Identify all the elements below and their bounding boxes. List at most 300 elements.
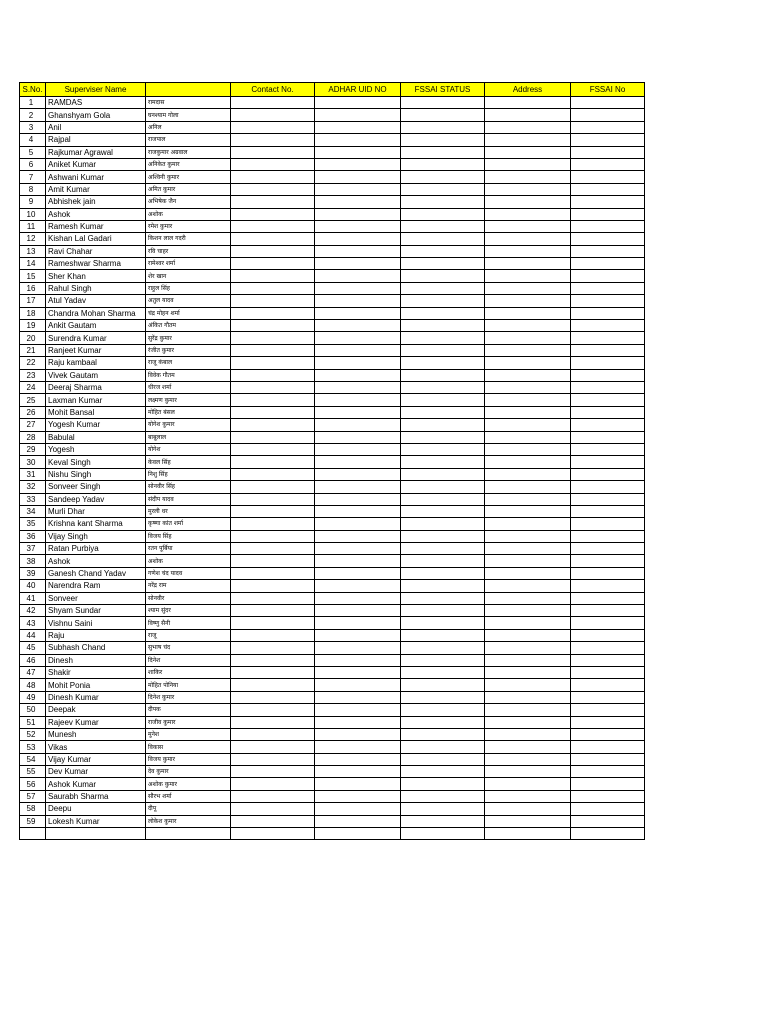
cell-adhar-uid-no <box>315 741 401 753</box>
cell-address <box>485 307 571 319</box>
cell-fssai-status <box>401 481 485 493</box>
cell-fssai-status <box>401 617 485 629</box>
cell-superviser-name: Dinesh <box>46 654 146 666</box>
cell-superviser-name: Subhash Chand <box>46 642 146 654</box>
cell-hindi-name: रामदास <box>146 97 231 109</box>
cell-contact-no <box>231 258 315 270</box>
cell-fssai-no <box>571 642 645 654</box>
cell-address <box>485 369 571 381</box>
cell-fssai-no <box>571 654 645 666</box>
cell-hindi-name: विष्णु सैनी <box>146 617 231 629</box>
table-row <box>20 196 645 208</box>
table-row <box>20 134 645 146</box>
cell-hindi-name: रवि चाहर <box>146 245 231 257</box>
cell-fssai-status <box>401 456 485 468</box>
cell-adhar-uid-no <box>315 753 401 765</box>
cell-fssai-no <box>571 555 645 567</box>
cell-fssai-no <box>571 208 645 220</box>
cell-fssai-status <box>401 778 485 790</box>
cell-fssai-no <box>571 666 645 678</box>
cell-contact-no <box>231 121 315 133</box>
cell-fssai-status <box>401 530 485 542</box>
table-row <box>20 183 645 195</box>
cell-fssai-no <box>571 258 645 270</box>
cell-superviser-name: Nishu Singh <box>46 468 146 480</box>
cell-contact-no <box>231 481 315 493</box>
cell-address <box>485 778 571 790</box>
cell-adhar-uid-no <box>315 282 401 294</box>
cell-sno: 8 <box>20 183 46 195</box>
cell-superviser-name: Ratan Purbiya <box>46 543 146 555</box>
cell-adhar-uid-no <box>315 567 401 579</box>
cell-contact-no <box>231 307 315 319</box>
cell-fssai-status <box>401 258 485 270</box>
cell-fssai-no <box>571 171 645 183</box>
cell-fssai-status <box>401 815 485 827</box>
cell-sno: 42 <box>20 605 46 617</box>
cell-adhar-uid-no <box>315 629 401 641</box>
cell-superviser-name: RAMDAS <box>46 97 146 109</box>
cell-address <box>485 233 571 245</box>
cell-fssai-no <box>571 220 645 232</box>
cell-superviser-name: Deepu <box>46 803 146 815</box>
cell-sno: 4 <box>20 134 46 146</box>
cell-sno: 37 <box>20 543 46 555</box>
cell-adhar-uid-no <box>315 555 401 567</box>
cell-adhar-uid-no <box>315 158 401 170</box>
table-row <box>20 431 645 443</box>
cell-address <box>485 258 571 270</box>
cell-address <box>485 431 571 443</box>
cell-fssai-status <box>401 406 485 418</box>
cell-sno: 22 <box>20 357 46 369</box>
cell-fssai-status <box>401 431 485 443</box>
cell-fssai-no <box>571 629 645 641</box>
cell-hindi-name: सोनवीर सिंह <box>146 481 231 493</box>
cell-fssai-status <box>401 828 485 840</box>
cell-fssai-no <box>571 753 645 765</box>
cell-fssai-status <box>401 605 485 617</box>
table-row <box>20 666 645 678</box>
table-row <box>20 790 645 802</box>
cell-hindi-name: अभिषेक जैन <box>146 196 231 208</box>
cell-hindi-name: अशोक <box>146 208 231 220</box>
cell-fssai-no <box>571 580 645 592</box>
table-row <box>20 691 645 703</box>
cell-hindi-name: विवेक गौतम <box>146 369 231 381</box>
cell-contact-no <box>231 456 315 468</box>
cell-fssai-no <box>571 394 645 406</box>
cell-fssai-no <box>571 704 645 716</box>
cell-fssai-no <box>571 815 645 827</box>
table-row <box>20 530 645 542</box>
table-row <box>20 344 645 356</box>
cell-superviser-name: Shakir <box>46 666 146 678</box>
table-row <box>20 543 645 555</box>
cell-fssai-no <box>571 443 645 455</box>
cell-hindi-name: लक्ष्मण कुमार <box>146 394 231 406</box>
cell-sno: 58 <box>20 803 46 815</box>
cell-contact-no <box>231 766 315 778</box>
cell-superviser-name: Ghanshyam Gola <box>46 109 146 121</box>
cell-adhar-uid-no <box>315 530 401 542</box>
cell-superviser-name: Vijay Singh <box>46 530 146 542</box>
cell-adhar-uid-no <box>315 171 401 183</box>
cell-address <box>485 406 571 418</box>
cell-hindi-name: राहुल सिंह <box>146 282 231 294</box>
cell-fssai-no <box>571 728 645 740</box>
cell-fssai-no <box>571 282 645 294</box>
cell-fssai-status <box>401 567 485 579</box>
cell-adhar-uid-no <box>315 654 401 666</box>
cell-superviser-name <box>46 828 146 840</box>
cell-sno: 24 <box>20 381 46 393</box>
cell-fssai-status <box>401 592 485 604</box>
table-row <box>20 332 645 344</box>
cell-adhar-uid-no <box>315 97 401 109</box>
cell-superviser-name: Keval Singh <box>46 456 146 468</box>
cell-fssai-no <box>571 567 645 579</box>
cell-contact-no <box>231 741 315 753</box>
cell-fssai-no <box>571 716 645 728</box>
cell-sno: 7 <box>20 171 46 183</box>
cell-sno: 9 <box>20 196 46 208</box>
cell-hindi-name: सुरेंद्र कुमार <box>146 332 231 344</box>
cell-hindi-name: दीपक <box>146 704 231 716</box>
cell-contact-no <box>231 270 315 282</box>
cell-fssai-no <box>571 320 645 332</box>
table-row <box>20 146 645 158</box>
cell-hindi-name: अश्विनी कुमार <box>146 171 231 183</box>
cell-address <box>485 196 571 208</box>
table-row <box>20 121 645 133</box>
table-row <box>20 493 645 505</box>
cell-contact-no <box>231 580 315 592</box>
cell-hindi-name: अतुल यादव <box>146 295 231 307</box>
cell-hindi-name: विकास <box>146 741 231 753</box>
cell-adhar-uid-no <box>315 716 401 728</box>
cell-contact-no <box>231 357 315 369</box>
cell-address <box>485 320 571 332</box>
cell-address <box>485 815 571 827</box>
cell-fssai-no <box>571 456 645 468</box>
cell-superviser-name: Ashwani Kumar <box>46 171 146 183</box>
cell-fssai-no <box>571 121 645 133</box>
cell-adhar-uid-no <box>315 803 401 815</box>
cell-contact-no <box>231 505 315 517</box>
header-contact-no: Contact No. <box>231 83 315 97</box>
header-sno: S.No. <box>20 83 46 97</box>
cell-contact-no <box>231 617 315 629</box>
cell-fssai-status <box>401 753 485 765</box>
cell-adhar-uid-no <box>315 481 401 493</box>
cell-address <box>485 493 571 505</box>
cell-superviser-name: Saurabh Sharma <box>46 790 146 802</box>
cell-adhar-uid-no <box>315 828 401 840</box>
cell-adhar-uid-no <box>315 183 401 195</box>
cell-sno: 32 <box>20 481 46 493</box>
cell-fssai-no <box>571 530 645 542</box>
cell-sno: 53 <box>20 741 46 753</box>
table-row <box>20 679 645 691</box>
cell-adhar-uid-no <box>315 134 401 146</box>
cell-superviser-name: Ravi Chahar <box>46 245 146 257</box>
cell-contact-no <box>231 97 315 109</box>
header-fssai-status: FSSAI STATUS <box>401 83 485 97</box>
cell-fssai-status <box>401 332 485 344</box>
cell-sno: 50 <box>20 704 46 716</box>
header-address: Address <box>485 83 571 97</box>
cell-adhar-uid-no <box>315 357 401 369</box>
cell-superviser-name: Vivek Gautam <box>46 369 146 381</box>
cell-contact-no <box>231 728 315 740</box>
cell-superviser-name: Atul Yadav <box>46 295 146 307</box>
cell-fssai-no <box>571 543 645 555</box>
cell-contact-no <box>231 183 315 195</box>
cell-sno: 55 <box>20 766 46 778</box>
table-row <box>20 245 645 257</box>
cell-contact-no <box>231 171 315 183</box>
cell-fssai-no <box>571 307 645 319</box>
cell-contact-no <box>231 716 315 728</box>
cell-contact-no <box>231 332 315 344</box>
cell-hindi-name: योगेश कुमार <box>146 419 231 431</box>
cell-adhar-uid-no <box>315 443 401 455</box>
cell-contact-no <box>231 543 315 555</box>
table-row <box>20 394 645 406</box>
cell-fssai-status <box>401 654 485 666</box>
cell-hindi-name: राजू कंबाल <box>146 357 231 369</box>
cell-contact-no <box>231 158 315 170</box>
table-row <box>20 605 645 617</box>
table-row <box>20 282 645 294</box>
cell-adhar-uid-no <box>315 518 401 530</box>
cell-sno: 39 <box>20 567 46 579</box>
cell-sno: 31 <box>20 468 46 480</box>
cell-contact-no <box>231 320 315 332</box>
table-row <box>20 704 645 716</box>
cell-sno: 52 <box>20 728 46 740</box>
cell-adhar-uid-no <box>315 332 401 344</box>
cell-contact-no <box>231 394 315 406</box>
cell-superviser-name: Narendra Ram <box>46 580 146 592</box>
cell-hindi-name <box>146 828 231 840</box>
cell-sno: 33 <box>20 493 46 505</box>
cell-address <box>485 753 571 765</box>
cell-superviser-name: Ashok <box>46 555 146 567</box>
cell-fssai-status <box>401 270 485 282</box>
cell-fssai-status <box>401 666 485 678</box>
cell-superviser-name: Munesh <box>46 728 146 740</box>
cell-fssai-no <box>571 828 645 840</box>
cell-adhar-uid-no <box>315 642 401 654</box>
cell-adhar-uid-no <box>315 728 401 740</box>
cell-contact-no <box>231 134 315 146</box>
cell-address <box>485 344 571 356</box>
cell-contact-no <box>231 109 315 121</box>
cell-address <box>485 605 571 617</box>
cell-sno: 30 <box>20 456 46 468</box>
cell-fssai-no <box>571 431 645 443</box>
cell-contact-no <box>231 344 315 356</box>
cell-hindi-name: शेर खान <box>146 270 231 282</box>
cell-sno: 25 <box>20 394 46 406</box>
cell-fssai-no <box>571 295 645 307</box>
cell-fssai-status <box>401 196 485 208</box>
cell-contact-no <box>231 691 315 703</box>
cell-superviser-name: Babulal <box>46 431 146 443</box>
cell-sno: 27 <box>20 419 46 431</box>
cell-fssai-status <box>401 790 485 802</box>
cell-superviser-name: Dev Kumar <box>46 766 146 778</box>
cell-sno: 21 <box>20 344 46 356</box>
cell-adhar-uid-no <box>315 592 401 604</box>
cell-hindi-name: कृष्णा कांत शर्मा <box>146 518 231 530</box>
cell-address <box>485 443 571 455</box>
cell-hindi-name: अशोक <box>146 555 231 567</box>
cell-sno: 59 <box>20 815 46 827</box>
cell-fssai-no <box>571 803 645 815</box>
cell-adhar-uid-no <box>315 258 401 270</box>
cell-hindi-name: अशोक कुमार <box>146 778 231 790</box>
cell-hindi-name: गणेश चंद यादव <box>146 567 231 579</box>
cell-superviser-name: Amit Kumar <box>46 183 146 195</box>
table-row <box>20 766 645 778</box>
cell-hindi-name: मुरली धर <box>146 505 231 517</box>
cell-fssai-status <box>401 679 485 691</box>
cell-adhar-uid-no <box>315 815 401 827</box>
cell-sno: 17 <box>20 295 46 307</box>
cell-hindi-name: चंद्र मोहन शर्मा <box>146 307 231 319</box>
cell-address <box>485 592 571 604</box>
cell-superviser-name: Ashok Kumar <box>46 778 146 790</box>
cell-superviser-name: Shyam Sundar <box>46 605 146 617</box>
cell-contact-no <box>231 815 315 827</box>
cell-fssai-no <box>571 270 645 282</box>
cell-fssai-status <box>401 642 485 654</box>
table-row <box>20 803 645 815</box>
cell-sno <box>20 828 46 840</box>
cell-superviser-name: Ganesh Chand Yadav <box>46 567 146 579</box>
table-row <box>20 567 645 579</box>
cell-sno: 47 <box>20 666 46 678</box>
cell-fssai-no <box>571 741 645 753</box>
cell-address <box>485 394 571 406</box>
cell-superviser-name: Sonveer <box>46 592 146 604</box>
cell-fssai-no <box>571 344 645 356</box>
table-row <box>20 728 645 740</box>
cell-hindi-name: धीरज शर्मा <box>146 381 231 393</box>
cell-superviser-name: Yogesh Kumar <box>46 419 146 431</box>
cell-fssai-no <box>571 406 645 418</box>
cell-superviser-name: Abhishek jain <box>46 196 146 208</box>
cell-hindi-name: अनिल <box>146 121 231 133</box>
cell-address <box>485 617 571 629</box>
table-row <box>20 505 645 517</box>
cell-superviser-name: Laxman Kumar <box>46 394 146 406</box>
cell-contact-no <box>231 666 315 678</box>
cell-contact-no <box>231 406 315 418</box>
cell-hindi-name: रामेश्वर शर्मा <box>146 258 231 270</box>
table-header-row <box>20 83 645 97</box>
cell-hindi-name: रमेश कुमार <box>146 220 231 232</box>
table-row <box>20 468 645 480</box>
cell-sno: 12 <box>20 233 46 245</box>
cell-address <box>485 679 571 691</box>
cell-superviser-name: Vishnu Saini <box>46 617 146 629</box>
cell-contact-no <box>231 518 315 530</box>
cell-superviser-name: Rajpal <box>46 134 146 146</box>
cell-hindi-name: अंकित गौतम <box>146 320 231 332</box>
cell-superviser-name: Sher Khan <box>46 270 146 282</box>
cell-address <box>485 456 571 468</box>
cell-adhar-uid-no <box>315 307 401 319</box>
cell-sno: 10 <box>20 208 46 220</box>
cell-sno: 29 <box>20 443 46 455</box>
cell-address <box>485 666 571 678</box>
cell-superviser-name: Mohit Bansal <box>46 406 146 418</box>
cell-hindi-name: केवल सिंह <box>146 456 231 468</box>
table-row <box>20 97 645 109</box>
cell-fssai-no <box>571 592 645 604</box>
cell-sno: 26 <box>20 406 46 418</box>
cell-superviser-name: Ranjeet Kumar <box>46 344 146 356</box>
cell-address <box>485 580 571 592</box>
cell-address <box>485 208 571 220</box>
cell-address <box>485 295 571 307</box>
table-row <box>20 233 645 245</box>
cell-fssai-status <box>401 704 485 716</box>
cell-fssai-no <box>571 691 645 703</box>
cell-hindi-name: सुभाष चंद <box>146 642 231 654</box>
cell-fssai-no <box>571 419 645 431</box>
cell-adhar-uid-no <box>315 666 401 678</box>
cell-fssai-status <box>401 307 485 319</box>
cell-contact-no <box>231 753 315 765</box>
cell-hindi-name: राजीव कुमार <box>146 716 231 728</box>
cell-adhar-uid-no <box>315 220 401 232</box>
header-hindi-name <box>146 83 231 97</box>
cell-fssai-status <box>401 146 485 158</box>
header-superviser-name: Superviser Name <box>46 83 146 97</box>
cell-adhar-uid-no <box>315 406 401 418</box>
cell-fssai-status <box>401 344 485 356</box>
cell-contact-no <box>231 493 315 505</box>
cell-superviser-name: Rajkumar Agrawal <box>46 146 146 158</box>
cell-superviser-name: Murli Dhar <box>46 505 146 517</box>
table-row <box>20 518 645 530</box>
cell-address <box>485 183 571 195</box>
cell-contact-no <box>231 431 315 443</box>
cell-hindi-name: अनिकेत कुमार <box>146 158 231 170</box>
cell-address <box>485 381 571 393</box>
cell-fssai-status <box>401 505 485 517</box>
cell-superviser-name: Mohit Ponia <box>46 679 146 691</box>
cell-sno: 1 <box>20 97 46 109</box>
cell-contact-no <box>231 146 315 158</box>
cell-address <box>485 158 571 170</box>
cell-address <box>485 171 571 183</box>
cell-fssai-no <box>571 493 645 505</box>
cell-superviser-name: Raju <box>46 629 146 641</box>
table-row <box>20 642 645 654</box>
cell-sno: 20 <box>20 332 46 344</box>
cell-superviser-name: Surendra Kumar <box>46 332 146 344</box>
cell-superviser-name: Aniket Kumar <box>46 158 146 170</box>
cell-adhar-uid-no <box>315 493 401 505</box>
cell-superviser-name: Ankit Gautam <box>46 320 146 332</box>
cell-adhar-uid-no <box>315 778 401 790</box>
